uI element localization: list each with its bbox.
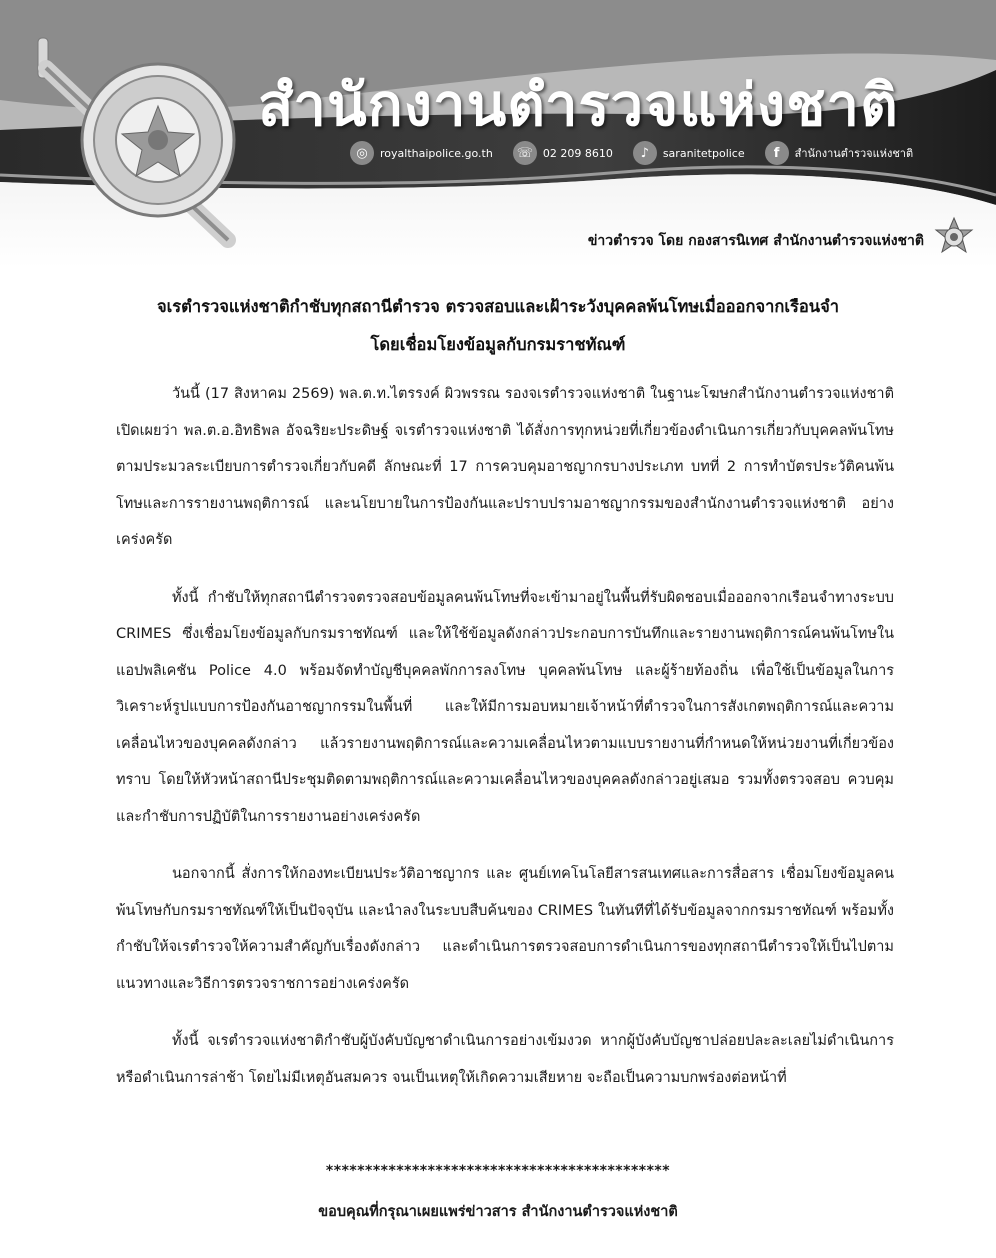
- news-byline: ข่าวตำรวจ โดย กองสารนิเทศ สำนักงานตำรวจแห่งชาติ: [587, 233, 924, 249]
- paragraph: ทั้งนี้ กำชับให้ทุกสถานีตำรวจตรวจสอบข้อมูลคนพ้นโทษที่จะเข้ามาอยู่ในพื้นที่รับผิดชอบเมื่อออกจากเรือนจำทางระบบ CRIMES ซึ่งเชื่อมโยงข้อมูลกับกรมราชทัณฑ์ และให้ใช้ข้อมูลดังกล่าวประกอบการบันทึกและรายงานพฤติการณ์คนพ้นโทษในแอปพลิเคชัน Police 4.0 พร้อมจัดทำบัญชีบุคคลพักการลงโทษ บุคคลพ้นโทษ และผู้ร้ายท้องถิ่น เพื่อใช้เป็นข้อมูลในการวิเคราะห์รูปแบบการป้องกันอาชญากรรมในพื้นที่ และให้มีการมอบหมายเจ้าหน้าที่ตำรวจในการสังเกตพฤติการณ์และความเคลื่อนไหวของบุคคลดังกล่าว แล้วรายงานพฤติการณ์และความเคลื่อนไหวตามแบบรายงานที่กำหนดให้หน่วยงานที่เกี่ยวข้องทราบ โดยให้หัวหน้าสถานีประชุมติดตามพฤติการณ์และความเคลื่อนไหวของบุคคลดังกล่าวอยู่เสมอ รวมทั้งตรวจสอบ ควบคุมและกำชับการปฏิบัติในการรายงานอย่างเคร่งครัด: [116, 589, 894, 825]
- organization-title: สำนักงานตำรวจแห่งชาติ: [258, 71, 899, 139]
- paragraph: ทั้งนี้ จเรตำรวจแห่งชาติกำชับผู้บังคับบัญชาดำเนินการอย่างเข้มงวด หากผู้บังคับบัญชาปล่อยปละละเลยไม่ดำเนินการ หรือดำเนินการล่าช้า โดยไม่มีเหตุอันสมควร จนเป็นเหตุให้เกิดความเสียหาย จะถือเป็นความบกพร่องต่อหน้าที่: [116, 1033, 894, 1086]
- headline-line-1: จเรตำรวจแห่งชาติกำชับทุกสถานีตำรวจ ตรวจสอบและเฝ้าระวังบุคคลพ้นโทษเมื่อออกจากเรือนจำ: [156, 297, 840, 316]
- contact-facebook[interactable]: [765, 141, 914, 165]
- closing-note: ขอบคุณที่กรุณาเผยแพร่ข่าวสาร สำนักงานตำรวจแห่งชาติ: [318, 1204, 678, 1220]
- letterhead: [0, 0, 996, 268]
- separator: ********************************************: [325, 1163, 671, 1179]
- headline-line-2: โดยเชื่อมโยงข้อมูลกับกรมราชทัณฑ์: [370, 335, 626, 354]
- phone-icon: ☏: [513, 141, 537, 165]
- police-badge-icon: [932, 216, 976, 260]
- tiktok-icon: ♪: [633, 141, 657, 165]
- contact-facebook-text: สำนักงานตำรวจแห่งชาติ: [794, 147, 914, 160]
- facebook-icon: f: [765, 141, 789, 165]
- paragraph: วันนี้ (17 สิงหาคม 2569) พล.ต.ท.ไตรรงค์ ผิวพรรณ รองจเรตำรวจแห่งชาติ ในฐานะโฆษกสำนักงานตำรวจแห่งชาติ เปิดเผยว่า พล.ต.อ.อิทธิพล อัจฉริยะประดิษฐ์ จเรตำรวจแห่งชาติ ได้สั่งการทุกหน่วยที่เกี่ยวข้องดำเนินการเกี่ยวกับบุคคลพ้นโทษ ตามประมวลระเบียบการตำรวจเกี่ยวกับคดี ลักษณะที่ 17 การควบคุมอาชญากรบางประเภท บทที่ 2 การทำบัตรประวัติคนพ้นโทษและการรายงานพฤติการณ์ และนโยบายในการป้องกันและปราบปรามอาชญากรรมของสำนักงานตำรวจแห่งชาติ อย่างเคร่งครัด: [116, 386, 894, 548]
- contact-phone[interactable]: [513, 141, 613, 165]
- contact-bar: [350, 139, 933, 167]
- contact-website-text: royalthaipolice.go.th: [380, 146, 493, 160]
- press-release-headline: [100, 288, 896, 364]
- paragraph: นอกจากนี้ สั่งการให้กองทะเบียนประวัติอาชญากร และ ศูนย์เทคโนโลยีสารสนเทศและการสื่อสาร เชื่อมโยงข้อมูลคนพ้นโทษกับกรมราชทัณฑ์ให้เป็นปัจจุบัน และนำลงในระบบสืบค้นของ CRIMES ในทันทีที่ได้รับข้อมูลจากกรมราชทัณฑ์ พร้อมทั้งกำชับให้จเรตำรวจให้ความสำคัญกับเรื่องดังกล่าว และดำเนินการตรวจสอบการดำเนินการของทุกสถานีตำรวจให้เป็นไปตามแนวทางและวิธีการตรวจราชการอย่างเคร่งครัด: [116, 866, 894, 992]
- contact-website[interactable]: [350, 141, 493, 165]
- contact-tiktok-text: saranitetpolice: [662, 146, 745, 160]
- police-emblem: [28, 8, 268, 248]
- press-release-body: [116, 376, 894, 1117]
- contact-tiktok[interactable]: [633, 141, 745, 165]
- contact-phone-text: 02 209 8610: [542, 146, 613, 160]
- globe-icon: ◎: [350, 141, 374, 165]
